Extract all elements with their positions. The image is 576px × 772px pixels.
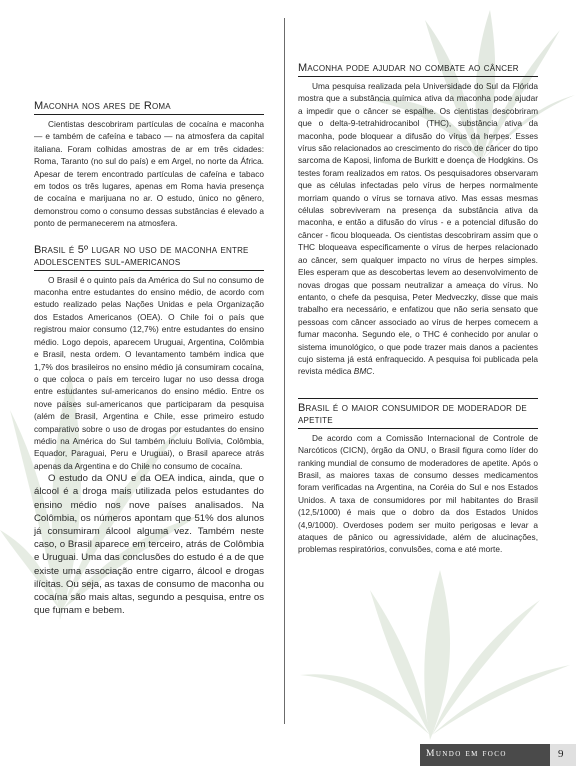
magazine-name: Mundo em foco (426, 749, 507, 759)
paragraph-text: Uma pesquisa realizada pela Universidade do Sul da Flórida mostra que a substância química ativa da maconha pode ajudar a impedir que o câncer se espalhe. Os cientistas descobriram que o delta-9-tetrahidrocanibol (THC), substância ativa da maconha, pode bloquear a difusão do vírus da herpes. Esses vírus são relacionados ao crescimento do risco de câncer do tipo sarcoma de Kaposi, linfoma de Burkitt e doença de Hodgkins. Os testes foram realizados em ratos. Os pesquisadores observaram que as células infectadas pelo vírus de herpes normalmente morriam quando o vírus se tornava ativo. Mas essas mesmas células sobreviveram na presença da substância ativa da maconha, e então a difusão do vírus - e a potencial difusão do câncer - ficou bloqueada. Os cientistas descobriram assim que o THC bloqueava especificamente o vírus de herpes relacionado ao câncer, sem qualquer impacto no vírus de herpes simples. Eles esperam que as descobertas levem ao desenvolvimento de novas drogas que possam neutralizar a ameaça do vírus. No entanto, o chefe da pesquisa, Peter Medveczky, disse que mais trabalho era necessário, e enfatizou que não seria sensato que pessoas com câncer associado ao vírus de herpes comecem a fumar maconha. Segundo ele, o THC é conhecido por anular o sistema imunológico, o que pode trazer mais danos a pacientes cujo sistema já está enfraquecido. A pesquisa foi publicada pela revista médica (298, 81, 538, 377)
article-brasil-5-lugar (34, 244, 264, 618)
article-title: Brasil é 5º lugar no uso de maconha entre adolescentes sul-americanos (34, 244, 264, 271)
page-number: 9 (558, 748, 564, 760)
article-cancer (298, 62, 538, 378)
article-title: Brasil é o maior consumidor de moderador de apetite (298, 398, 538, 429)
journal-name: BMC (353, 366, 373, 377)
leaf-watermark-bottom (290, 540, 576, 740)
page-footer (420, 744, 576, 766)
article-title: Maconha pode ajudar no combate ao câncer (298, 62, 538, 77)
article-paragraph: O Brasil é o quinto país da América do Sul no consumo de maconha entre estudantes do ensino médio, de acordo com estudo realizado pelas Nações Unidas e pela Organização dos Estados Americanos (OEA). O Chile foi o país que registrou maior consumo (12,7%) entre estudantes do ensino médio. Logo depois, aparecem Uruguai, Argentina, Colômbia e Brasil, nesta ordem. O levantamento também indica que 1,7% dos brasileiros no ensino médio já consumiram cocaína, o que coloca o país em terceiro lugar no uso dessa droga entre estudantes sul-americanos do ensino médio. Entre os nove países sul-americanos que participaram da pesquisa (além de Brasil, Argentina e Chile, esse primeiro estudo comparativo sobre o uso de drogas por estudantes do ensino médio na América do Sul também incluiu Bolívia, Colômbia, Equador, Paraguai, Peru e Uruguai), o Brasil aparece atrás apenas da Argentina e do Chile no consumo de cocaína. (34, 274, 264, 471)
left-column (34, 100, 264, 627)
article-paragraph: Cientistas descobriram partículas de cocaína e maconha — e também de cafeína e tabaco — na atmosfera da capital italiana. Foram colhidas amostras de ar em três cidades: Roma, Taranto (no sul do país) e em Argel, no norte da África. Apesar de terem encontrado partículas de cafeína e tabaco em todos os três lugares, apenas em Roma havia presença de cocaína e marijuana no ar. O estudo, único no gênero, demonstrou como o consumo dessas substâncias é elevado a ponto de permanecerem na atmosfera. (34, 119, 264, 229)
article-moderador-apetite (298, 398, 538, 556)
article-paragraph-large: O estudo da ONU e da OEA indica, ainda, que o álcool é a droga mais utilizada pelos estudantes do ensino médio nos nove países analisados. Na Colômbia, os números apontam que 51% dos alunos já consumiram álcool alguma vez. Também neste caso, o Brasil aparece em terceiro, atrás de Colômbia e Uruguai. Uma das conclusões do estudo é a de que existe uma associação entre cigarro, álcool e drogas ilícitas. Ou seja, as taxas de consumo de maconha ou cocaína são mais altas, segundo a pesquisa, entre os que fumam e bebem. (34, 473, 264, 617)
article-title: Maconha nos ares de Roma (34, 100, 264, 115)
paragraph-end: . (372, 366, 375, 377)
column-divider (284, 18, 285, 724)
article-maconha-roma (34, 100, 264, 230)
right-column (298, 62, 538, 566)
article-paragraph (298, 80, 538, 378)
article-paragraph: De acordo com a Comissão Internacional de Controle de Narcóticos (CICN), órgão da ONU, o Brasil figura como líder do ranking mundial de consumo de moderadores de apetite. Após o Brasil, as maiores taxas de consumo desses medicamentos foram verificadas na Argentina, na Coréia do Sul e nos Estados Unidos. A taxa de consumidores por mil habitantes do Brasil (12,5/1000) é mais que o dobro da dos Estados Unidos (4,9/1000). Overdoses podem ser muito perigosas e levar a ataques de pânico ou agressividade, além de alucinações, problemas respiratórios, convulsões, coma e até morte. (298, 432, 538, 555)
